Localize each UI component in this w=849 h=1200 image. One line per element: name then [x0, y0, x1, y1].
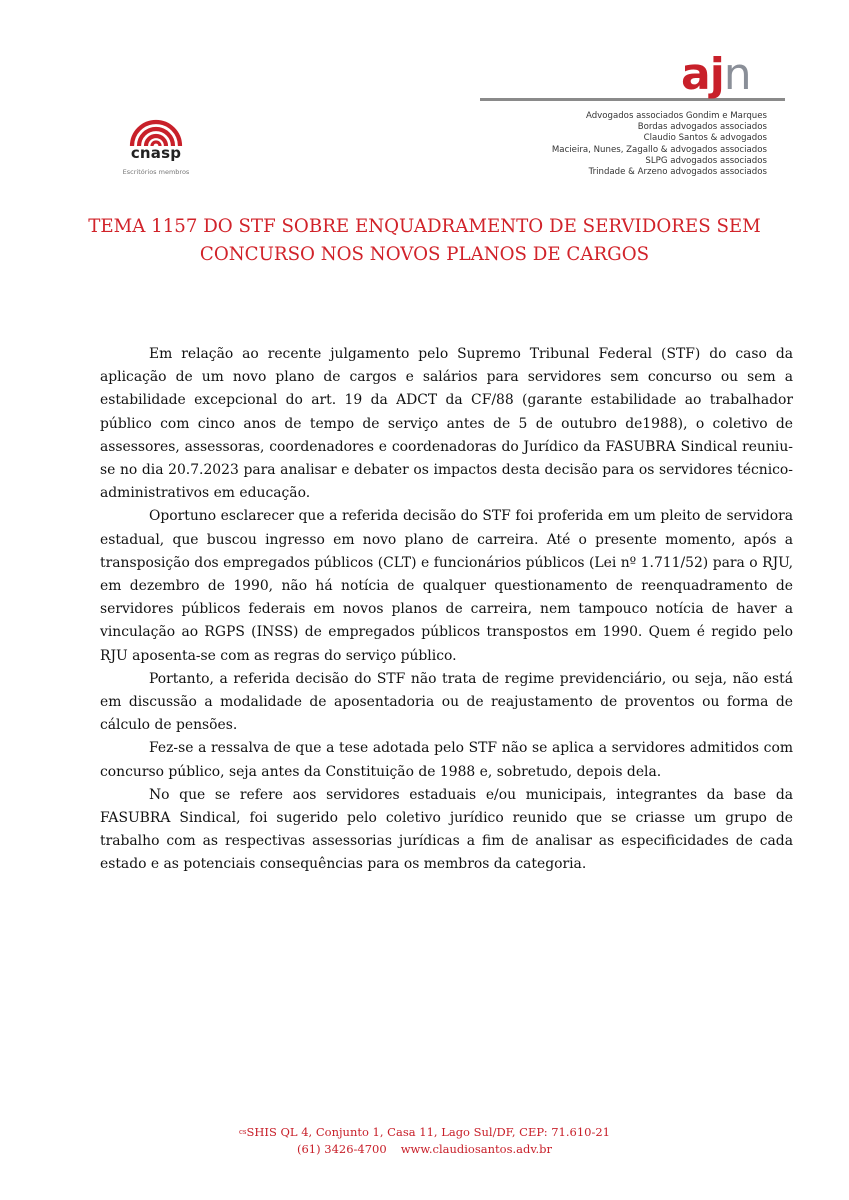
document-title-line: CONCURSO NOS NOVOS PLANOS DE CARGOS — [199, 244, 650, 265]
page-footer — [0, 1124, 849, 1158]
cnasp-wordmark: cnasp — [130, 144, 182, 162]
cs-mark-icon: cs — [239, 1128, 247, 1136]
body-paragraph: Fez-se a ressalva de que a tese adotada pelo STF não se aplica a servidores admitidos com concurso público, seja antes da Constituição de 1988 e, sobretudo, depois dela. — [100, 740, 793, 780]
firm-item: Macieira, Nunes, Zagallo & advogados associados — [551, 144, 767, 155]
firm-item: Claudio Santos & advogados — [643, 133, 767, 144]
cnasp-subtitle: Escritórios membros — [122, 168, 190, 176]
ajn-logo-n: n — [723, 49, 751, 100]
footer-contact-line — [0, 1141, 849, 1158]
ajn-logo-aj: aj — [681, 49, 724, 100]
document-title-line: TEMA 1157 DO STF SOBRE ENQUADRAMENTO DE SERVIDORES SEM — [88, 216, 761, 237]
firm-item: Bordas advogados associados — [637, 122, 767, 133]
member-firms-list — [552, 111, 767, 178]
body-paragraph: Em relação ao recente julgamento pelo Supremo Tribunal Federal (STF) do caso da aplicação de um novo plano de cargos e salários para servidores sem concurso ou sem a estabilidade excepcional do art. 19 da ADCT da CF/88 (garante estabilidade ao trabalhador público com cinco anos de tempo de serviço antes de 5 de outubro de1988), o coletivo de assessores, assessoras, coordenadores e coordenadoras do Jurídico da FASUBRA Sindical reuniu-se no dia 20.7.2023 para analisar e debater os impactos desta decisão para os servidores técnico-administrativos em educação. — [100, 346, 793, 502]
footer-website: www.claudiosantos.adv.br — [400, 1142, 552, 1156]
footer-phone: (61) 3426-4700 — [297, 1142, 387, 1156]
body-paragraph: Portanto, a referida decisão do STF não trata de regime previdenciário, ou seja, não está em discussão a modalidade de aposentadoria ou de reajustamento de proventos ou forma de cálculo de pensões. — [100, 670, 793, 734]
cnasp-logo — [118, 118, 194, 180]
document-title — [60, 213, 789, 269]
body-paragraph: No que se refere aos servidores estaduais e/ou municipais, integrantes da base da FASUBRA Sindical, foi sugerido pelo coletivo jurídico reunido que se criasse um grupo de trabalho com as respectivas assessorias jurídicas a fim de analisar as especificidades de cada estado e as potenciais consequências para os membros da categoria. — [100, 786, 793, 873]
firm-item: Advogados associados Gondim e Marques — [585, 111, 767, 121]
firm-item: SLPG advogados associados — [645, 155, 767, 166]
footer-address-line — [0, 1124, 849, 1141]
body-paragraph: Oportuno esclarecer que a referida decisão do STF foi proferida em um pleito de servidora estadual, que buscou ingresso em novo plano de carreira. Até o presente momento, após a transposição dos empregados públicos (CLT) e funcionários públicos (Lei nº 1.711/52) para o RJU, em dezembro de 1990, não há notícia de qualquer questionamento de reenquadramento de servidores públicos federais em novos planos de carreira, nem tampouco notícia de haver a vinculação ao RGPS (INSS) de empregados públicos transpostos em 1990. Quem é regido pelo RJU aposenta-se com as regras do serviço público. — [100, 508, 793, 664]
ajn-logo — [681, 49, 751, 100]
footer-address: SHIS QL 4, Conjunto 1, Casa 11, Lago Sul/DF, CEP: 71.610-21 — [246, 1125, 610, 1139]
document-body — [100, 343, 793, 877]
firm-item: Trindade & Arzeno advogados associados — [588, 167, 767, 178]
